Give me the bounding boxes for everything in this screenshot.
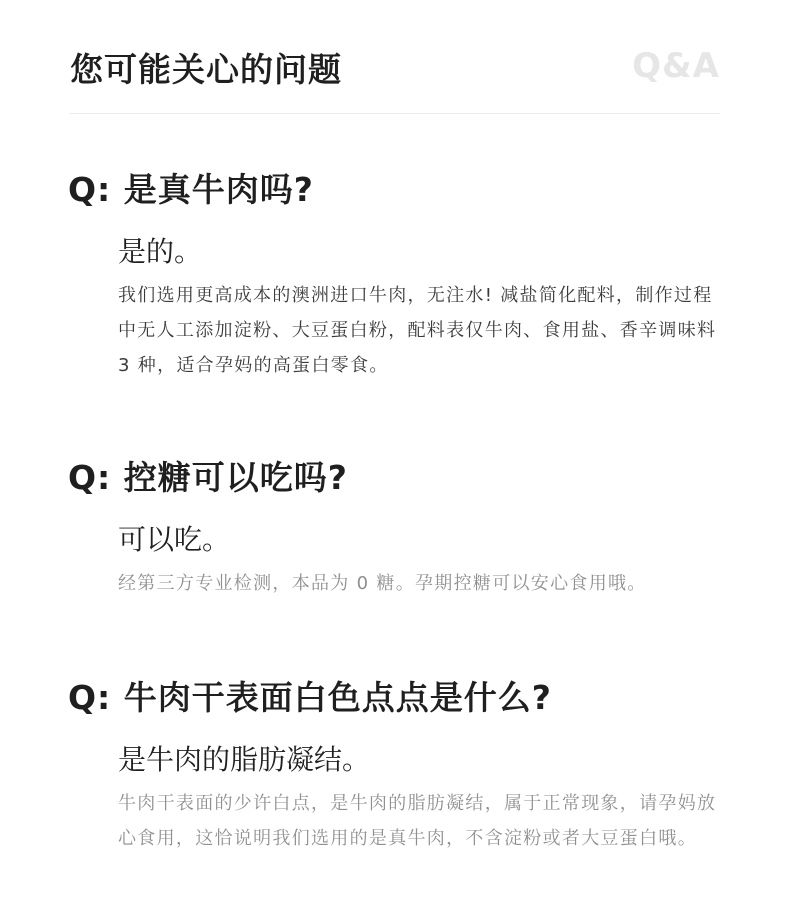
faq-answer-body: 经第三方专业检测，本品为 0 糖。孕期控糖可以安心食用哦。 (118, 573, 647, 594)
faq-answer-body: 牛肉干表面的少许白点，是牛肉的脂肪凝结，属于正常现象，请孕妈放心食用，这恰说明我们选用的是真牛肉，不含淀粉或者大豆蛋白哦。 (118, 793, 717, 849)
faq-answer-body: 我们选用更高成本的澳洲进口牛肉，无注水! 减盐简化配料，制作过程中无人工添加淀粉、大豆蛋白粉，配料表仅牛肉、食用盐、香辛调味料 3 种，适合孕妈的高蛋白零食。 (118, 285, 717, 376)
page-title: 您可能关心的问题 (70, 50, 342, 89)
faq-question: Q: 牛肉干表面白色点点是什么? (68, 678, 552, 717)
faq-question: Q: 是真牛肉吗? (68, 170, 314, 209)
faq-answer-title: 是牛肉的脂肪凝结。 (118, 743, 371, 776)
qa-watermark: Q&A (632, 46, 720, 86)
faq-item-3 (68, 678, 728, 856)
faq-answer-title: 是的。 (118, 235, 203, 268)
faq-question: Q: 控糖可以吃吗? (68, 458, 348, 497)
faq-header (70, 40, 720, 96)
header-divider (70, 113, 720, 114)
faq-item-2 (68, 458, 728, 601)
faq-answer (118, 234, 728, 383)
faq-answer-title: 可以吃。 (118, 523, 231, 556)
faq-item-1 (68, 170, 728, 383)
faq-answer (118, 522, 728, 601)
faq-answer (118, 742, 728, 856)
